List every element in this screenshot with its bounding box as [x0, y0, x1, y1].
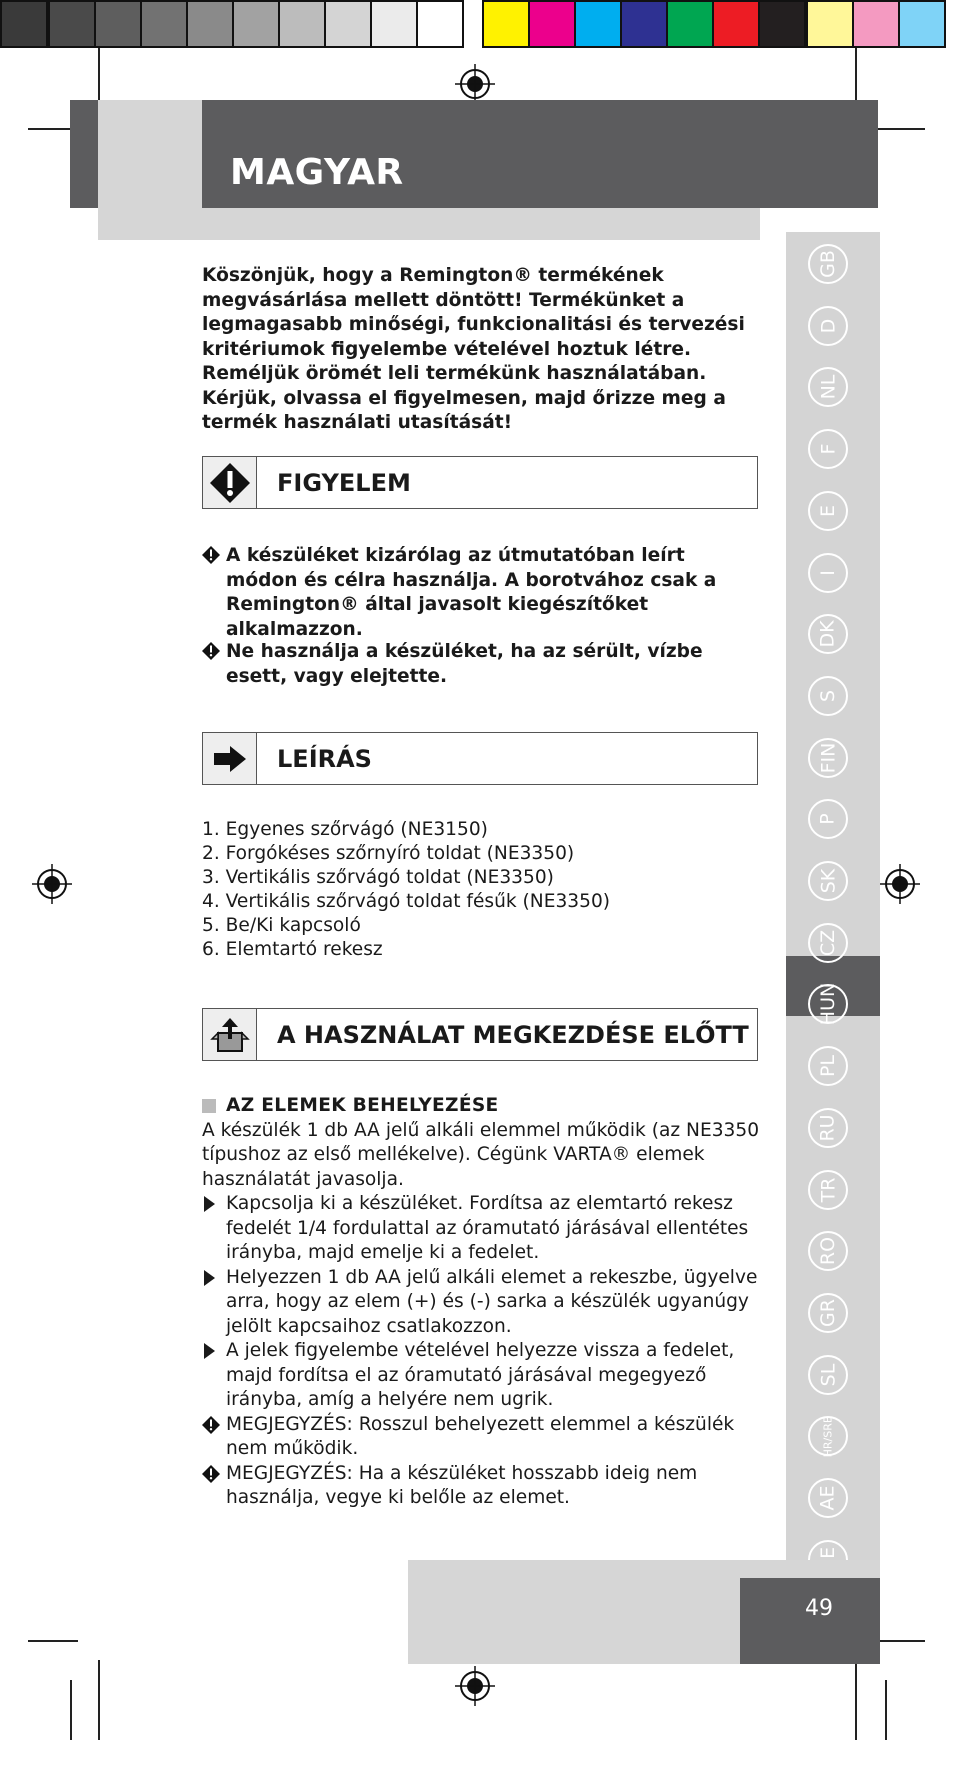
warning-item — [202, 544, 762, 642]
language-tab-label: HR/SRB — [821, 1415, 835, 1457]
paragraph: A készülék 1 db AA jelű alkáli elemmel működik (az NE3350 típushoz az első mellékelve). Cégünk VARTA® elemek használatát javasolja. — [202, 1119, 760, 1190]
language-tab-label: AE — [816, 1485, 839, 1511]
language-tab-s[interactable] — [808, 676, 848, 716]
language-tab-gb[interactable] — [808, 244, 848, 284]
warning-diamond-icon — [202, 1416, 220, 1434]
language-tab-gr[interactable] — [808, 1293, 848, 1333]
list-item: 4. Vertikális szőrvágó toldat fésűk (NE3350) — [202, 891, 611, 912]
color-swatch — [186, 0, 234, 48]
page-number-box — [740, 1578, 880, 1664]
note-item — [202, 1462, 762, 1511]
open-box-icon — [203, 1009, 257, 1060]
triangle-bullet-icon — [204, 1196, 215, 1212]
crop-mark — [70, 1680, 72, 1740]
registration-mark-icon — [455, 1666, 495, 1706]
list-item: 3. Vertikális szőrvágó toldat (NE3350) — [202, 867, 554, 888]
language-tab-p[interactable] — [808, 799, 848, 839]
language-tab-label: NL — [817, 374, 839, 400]
color-swatch — [324, 0, 372, 48]
language-tab-cz[interactable] — [808, 923, 848, 963]
header-light-band — [98, 208, 760, 240]
step-text: Helyezzen 1 db AA jelű alkáli elemet a rekeszbe, ügyelve arra, hogy az elem (+) és (-) sarka a készülék ugyanúgy jelölt kapcsaihoz csatlakozzon. — [226, 1266, 758, 1337]
language-tab-label: HUN — [817, 982, 840, 1026]
color-swatch — [620, 0, 668, 48]
language-tab-label: SL — [817, 1363, 839, 1387]
language-tab-label: S — [817, 689, 839, 703]
description-section-header — [202, 732, 758, 785]
language-tab-sk[interactable] — [808, 861, 848, 901]
language-tab-label: I — [816, 570, 839, 576]
crop-mark — [28, 1640, 78, 1642]
language-tab-label: D — [816, 318, 839, 334]
language-tab-label: PL — [816, 1054, 839, 1078]
language-tab-sl[interactable] — [808, 1355, 848, 1395]
language-tab-f[interactable] — [808, 429, 848, 469]
color-swatch — [416, 0, 464, 48]
language-tab-ru[interactable] — [808, 1108, 848, 1148]
color-swatch — [232, 0, 280, 48]
color-swatch — [0, 0, 48, 48]
registration-mark-icon — [32, 864, 72, 904]
crop-mark — [875, 128, 925, 130]
intro-paragraph: Köszönjük, hogy a Remington® termékének megvásárlása mellett döntött! Termékünket a legmagasabb minőségi, funkcionalitási és tervezési kritériumok figyelembe vételével hoztuk létre. Reméljük örömét leli termékünk használatában. Kérjük, olvassa el figyelmesen, majd őrizze meg a termék használati utasítását! — [202, 265, 745, 433]
battery-instructions — [202, 1094, 762, 1511]
list-item: 2. Forgókéses szőrnyíró toldat (NE3350) — [202, 843, 575, 864]
list-item: 6. Elemtartó rekesz — [202, 939, 383, 960]
warning-item-text: A készüléket kizárólag az útmutatóban leírt módon és célra használja. A borotvához csak a Remington® által javasolt kiegészítőket alkalmazzon. — [226, 545, 717, 640]
subheading — [202, 1094, 762, 1119]
language-tab-label: GB — [816, 250, 839, 278]
language-tab-label: RU — [816, 1114, 839, 1142]
description-section-title: LEÍRÁS — [277, 744, 372, 773]
warning-diamond-icon — [203, 457, 257, 508]
before-use-section-title: A HASZNÁLAT MEGKEZDÉSE ELŐTT — [277, 1020, 749, 1049]
language-tab-i[interactable] — [808, 553, 848, 593]
language-tab-ro[interactable] — [808, 1231, 848, 1271]
language-tab-tr[interactable] — [808, 1170, 848, 1210]
language-tab-label: SK — [817, 868, 839, 894]
language-tab-hr-srb[interactable] — [808, 1416, 848, 1456]
warning-item-text: Ne használja a készüléket, ha az sérült, vízbe esett, vagy elejtette. — [226, 641, 703, 687]
color-swatch — [712, 0, 760, 48]
language-tab-nl[interactable] — [808, 367, 848, 407]
color-swatch — [370, 0, 418, 48]
step-text: Kapcsolja ki a készüléket. Fordítsa az elemtartó rekesz fedelét 1/4 fordulattal az óramutató járásával ellentétes irányba, majd emelje ki a fedelet. — [226, 1193, 749, 1263]
language-tab-label: FIN — [817, 742, 839, 774]
crop-mark — [885, 1680, 887, 1740]
note-text: MEGJEGYZÉS: Ha a készüléket hosszabb ideig nem használja, vegye ki belőle az elemet. — [226, 1462, 698, 1508]
subheading-text: AZ ELEMEK BEHELYEZÉSE — [226, 1095, 499, 1116]
arrow-right-icon — [203, 733, 257, 784]
step-item — [202, 1192, 762, 1266]
step-text: A jelek figyelembe vételével helyezze vissza a fedelet, majd fordítsa el az óramutató járásával megegyező irányba, amíg a helyére nem ugrik. — [226, 1340, 735, 1410]
note-item — [202, 1413, 762, 1462]
list-item: 5. Be/Ki kapcsoló — [202, 915, 361, 936]
warning-diamond-icon — [202, 1465, 220, 1483]
subheading-square-icon — [202, 1099, 216, 1113]
page-title: MAGYAR — [230, 152, 404, 193]
triangle-bullet-icon — [204, 1270, 215, 1286]
crop-mark — [98, 1660, 100, 1740]
crop-mark — [855, 1660, 857, 1740]
color-swatch — [574, 0, 622, 48]
crop-mark — [875, 1640, 925, 1642]
color-swatch — [140, 0, 188, 48]
note-text: MEGJEGYZÉS: Rosszul behelyezett elemmel a készülék nem működik. — [226, 1413, 735, 1459]
language-tab-d[interactable] — [808, 306, 848, 346]
language-tab-dk[interactable] — [808, 614, 848, 654]
crop-mark — [855, 48, 857, 108]
color-swatch — [666, 0, 714, 48]
step-item — [202, 1266, 762, 1340]
step-item — [202, 1339, 762, 1413]
language-tab-label: GR — [817, 1299, 839, 1327]
language-tab-label: RO — [816, 1236, 839, 1266]
color-swatch — [94, 0, 142, 48]
parts-list — [202, 818, 610, 962]
language-tab-pl[interactable] — [808, 1046, 848, 1086]
language-tab-label: P — [817, 813, 839, 825]
color-swatch — [48, 0, 96, 48]
triangle-bullet-icon — [204, 1343, 215, 1359]
language-tab-label: DK — [817, 620, 839, 648]
language-tab-label: E — [816, 504, 839, 518]
color-swatch — [482, 0, 530, 48]
language-tab-label: CZ — [816, 929, 839, 957]
color-swatch — [898, 0, 946, 48]
color-swatch — [528, 0, 576, 48]
language-tab-ae[interactable] — [808, 1478, 848, 1518]
language-tab-label: F — [817, 443, 839, 455]
color-swatch — [278, 0, 326, 48]
warning-section-header — [202, 456, 758, 509]
registration-mark-icon — [455, 64, 495, 104]
color-swatch — [852, 0, 900, 48]
language-tab-label: TR — [817, 1177, 839, 1203]
color-swatch — [758, 0, 806, 48]
language-tab-hun[interactable] — [808, 984, 848, 1024]
warning-item — [202, 640, 762, 689]
warning-diamond-icon — [202, 546, 220, 564]
page-number: 49 — [805, 1596, 833, 1621]
before-use-section-header — [202, 1008, 758, 1061]
color-swatch — [806, 0, 854, 48]
warning-section-title: FIGYELEM — [277, 468, 411, 497]
crop-mark — [98, 48, 100, 108]
language-tab-e[interactable] — [808, 491, 848, 531]
registration-mark-icon — [880, 864, 920, 904]
list-item: 1. Egyenes szőrvágó (NE3150) — [202, 819, 488, 840]
warning-diamond-icon — [202, 642, 220, 660]
language-tab-fin[interactable] — [808, 738, 848, 778]
